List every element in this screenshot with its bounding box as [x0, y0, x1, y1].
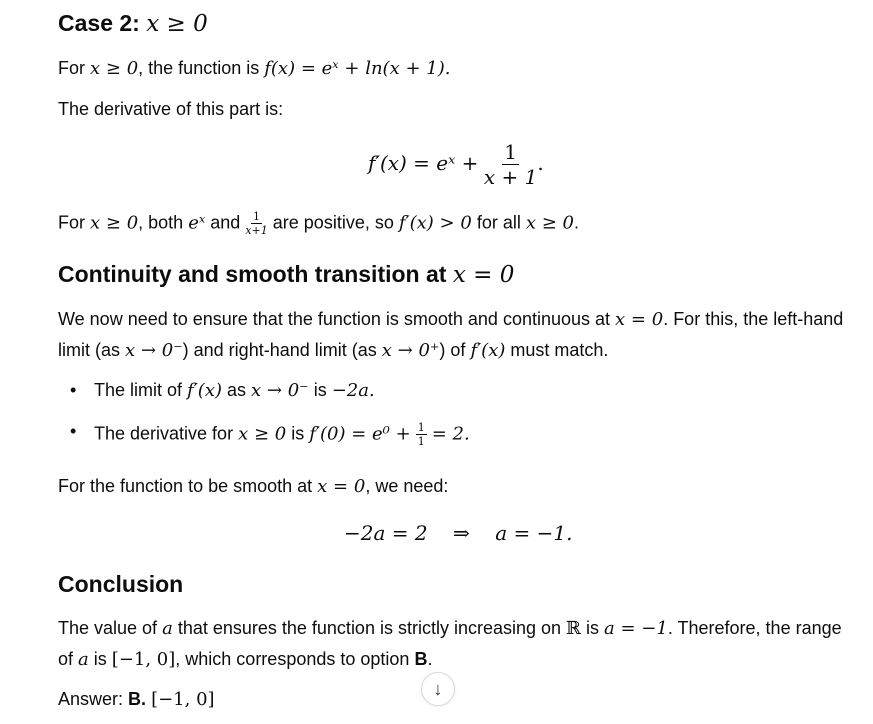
- math: ℝ: [566, 618, 582, 639]
- text: . For this, the left-hand limit (as: [58, 309, 844, 360]
- math: x = 0: [317, 476, 366, 497]
- math: x ≥ 0: [90, 58, 139, 79]
- continuity-heading: [58, 261, 514, 288]
- text: for all: [476, 212, 521, 233]
- case2-derivative-display: [368, 140, 544, 189]
- text: The limit of: [94, 380, 183, 400]
- scroll-to-bottom-button[interactable]: [421, 672, 455, 706]
- math: x = 0: [615, 309, 664, 330]
- numerator: 1: [504, 140, 518, 164]
- text: that ensures the function is strictly increasing on: [177, 618, 562, 638]
- text: is: [291, 423, 305, 444]
- smoothness-equation: −2a = 2 ⇒ a = −1.: [344, 521, 573, 545]
- text: The derivative for: [94, 423, 234, 444]
- smoothness-line: [58, 476, 448, 497]
- text: For: [58, 58, 85, 78]
- math: [−1, 0]: [111, 649, 176, 670]
- text: , both: [138, 212, 184, 233]
- math: x → 0⁺: [381, 340, 440, 361]
- text: as: [227, 380, 247, 400]
- math: −2a.: [331, 380, 375, 401]
- list-item: [58, 380, 470, 421]
- answer-option: B.: [128, 689, 147, 709]
- math: a = −1: [604, 618, 668, 639]
- text: , the function is: [138, 58, 260, 78]
- text: is: [313, 380, 327, 400]
- math: x ≥ 0: [90, 212, 139, 234]
- conclusion-heading: Conclusion: [58, 571, 184, 597]
- math: f′(x) > 0: [398, 212, 472, 234]
- option-label: B: [414, 649, 428, 669]
- continuity-heading-math: x = 0: [452, 262, 515, 288]
- numerator: 1: [417, 421, 425, 434]
- text: must match.: [510, 340, 609, 360]
- arrow-down-icon: ↓: [433, 678, 443, 699]
- fraction: [245, 210, 267, 237]
- text: The value of: [58, 618, 158, 638]
- case2-heading: [58, 10, 208, 37]
- math: x → 0⁻: [125, 340, 183, 361]
- continuity-heading-text: Continuity and smooth transition at: [58, 261, 447, 287]
- text: We now need to ensure that the function is smooth and continuous at: [58, 309, 611, 329]
- text: and: [210, 212, 241, 233]
- math: x ≥ 0: [525, 212, 574, 234]
- list-item: [58, 421, 470, 448]
- continuity-paragraph: [58, 304, 848, 366]
- fraction: [416, 421, 427, 448]
- text: is: [586, 618, 600, 638]
- text: ) of: [439, 340, 466, 360]
- text: .: [427, 649, 433, 669]
- continuity-bullet-list: [58, 380, 470, 448]
- text: ) and right-hand limit (as: [182, 340, 377, 360]
- text: . Therefore, the range of: [58, 618, 842, 669]
- math: f′(x): [187, 380, 222, 401]
- math: f′(x) = eˣ +: [368, 150, 479, 175]
- answer-line: [58, 689, 215, 710]
- answer-math: [−1, 0]: [151, 689, 215, 710]
- case2-derivative-intro: The derivative of this part is:: [58, 99, 284, 119]
- math: .: [537, 150, 544, 175]
- case2-heading-text: Case 2:: [58, 10, 140, 36]
- answer-label: Answer:: [58, 689, 124, 709]
- denominator: x+1: [245, 224, 268, 237]
- case2-heading-math: x ≥ 0: [146, 11, 208, 37]
- math: f′(0) = e⁰ +: [309, 423, 411, 445]
- text: are positive, so: [272, 212, 394, 233]
- denominator: 1: [417, 435, 425, 448]
- text: .: [573, 212, 579, 233]
- text: , we need:: [365, 476, 449, 496]
- math: eˣ: [188, 212, 206, 234]
- math: x ≥ 0: [238, 423, 287, 445]
- math: f(x) = eˣ + ln(x + 1).: [264, 58, 451, 79]
- conclusion-paragraph: [58, 613, 848, 675]
- denominator: x + 1: [483, 165, 538, 189]
- fraction: [484, 140, 537, 189]
- case2-function-line: [58, 58, 450, 79]
- text: For: [58, 212, 85, 233]
- math: x → 0⁻: [251, 380, 309, 401]
- math: f′(x): [470, 340, 506, 361]
- text: For the function to be smooth at: [58, 476, 313, 496]
- case2-positivity-line: [58, 210, 579, 237]
- math: a: [162, 618, 173, 639]
- numerator: 1: [253, 210, 261, 223]
- text: , which corresponds to option: [175, 649, 410, 669]
- text: is: [93, 649, 107, 669]
- math: = 2.: [431, 423, 470, 445]
- math: a: [78, 649, 89, 670]
